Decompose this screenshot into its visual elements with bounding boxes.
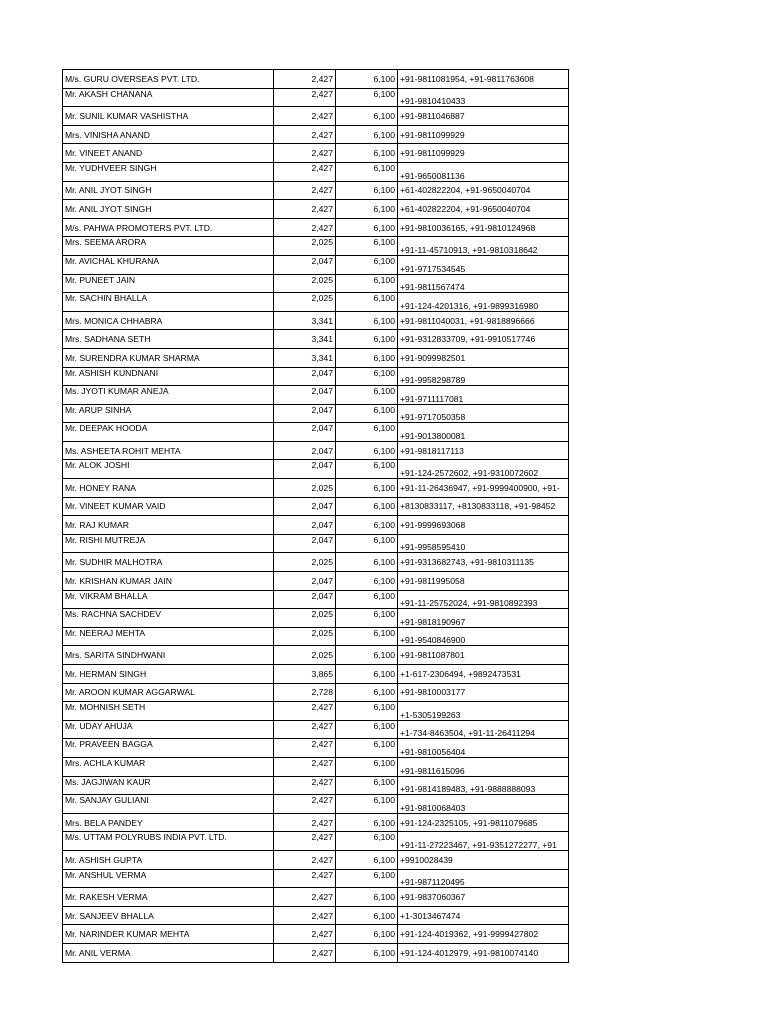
phone-cell: +91-124-2325105, +91-9811079685: [398, 813, 569, 832]
allottee-name-cell: Ms. ASHEETA ROHIT MEHTA: [63, 441, 274, 460]
allottee-name-cell: Mr. ASHISH GUPTA: [63, 850, 274, 869]
rate-cell: 6,100: [336, 776, 398, 795]
table-row: [63, 795, 569, 814]
allottee-name-cell: Mr. KRISHAN KUMAR JAIN: [63, 572, 274, 591]
table-row: [63, 311, 569, 330]
allottee-name-cell: M/s. GURU OVERSEAS PVT. LTD.: [63, 70, 274, 89]
allottee-name-cell: Mr. ARUP SINHA: [63, 404, 274, 423]
allottee-name-cell: Ms. JAGJIWAN KAUR: [63, 776, 274, 795]
area-cell: 2,427: [274, 832, 336, 851]
rate-cell: 6,100: [336, 70, 398, 89]
allottee-name-cell: Mr. DEEPAK HOODA: [63, 423, 274, 442]
allottee-name-cell: Mr. HONEY RANA: [63, 479, 274, 498]
rate-cell: 6,100: [336, 534, 398, 553]
rate-cell: 6,100: [336, 516, 398, 535]
area-cell: 2,427: [274, 795, 336, 814]
rate-cell: 6,100: [336, 497, 398, 516]
table-row: [63, 386, 569, 405]
allottee-name-cell: Mr. MOHNISH SETH: [63, 702, 274, 721]
rate-cell: 6,100: [336, 367, 398, 386]
area-cell: 2,427: [274, 144, 336, 163]
area-cell: 2,025: [274, 627, 336, 646]
area-cell: 2,047: [274, 572, 336, 591]
phone-cell: +91-9814189483, +91-9888888093: [398, 776, 569, 795]
area-cell: 2,025: [274, 293, 336, 312]
rate-cell: 6,100: [336, 702, 398, 721]
phone-cell: +91-9818117113: [398, 441, 569, 460]
area-cell: 2,427: [274, 943, 336, 962]
table-row: [63, 813, 569, 832]
area-cell: 2,427: [274, 70, 336, 89]
table-row: [63, 776, 569, 795]
allottee-name-cell: Mr. ASHISH KUNDNANI: [63, 367, 274, 386]
table-row: [63, 88, 569, 107]
phone-cell: +91-124-4019362, +91-9999427802: [398, 925, 569, 944]
table-row: [63, 888, 569, 907]
rate-cell: 6,100: [336, 144, 398, 163]
phone-cell: +91-124-2572602, +91-9310072602: [398, 460, 569, 479]
phone-cell: +91-9811081954, +91-9811763608: [398, 70, 569, 89]
table-row: [63, 200, 569, 219]
rate-cell: 6,100: [336, 832, 398, 851]
allottee-name-cell: Ms. RACHNA SACHDEV: [63, 609, 274, 628]
area-cell: 2,427: [274, 720, 336, 739]
phone-cell: +91-9313682743, +91-9810311135: [398, 553, 569, 572]
phone-cell: +91-9811099929: [398, 125, 569, 144]
rate-cell: 6,100: [336, 107, 398, 126]
rate-cell: 6,100: [336, 423, 398, 442]
phone-cell: +61-402822204, +91-9650040704: [398, 181, 569, 200]
phone-cell: +91-9958298789: [398, 367, 569, 386]
phone-cell: +91-9099982501: [398, 348, 569, 367]
area-cell: 2,025: [274, 237, 336, 256]
table-row: [63, 330, 569, 349]
table-row: [63, 479, 569, 498]
allottee-name-cell: Mr. AVICHAL KHURANA: [63, 255, 274, 274]
table-row: [63, 534, 569, 553]
table-row: [63, 107, 569, 126]
table-row: [63, 255, 569, 274]
rate-cell: 6,100: [336, 683, 398, 702]
area-cell: 2,025: [274, 274, 336, 293]
phone-cell: +91-9811087801: [398, 646, 569, 665]
allottee-name-cell: Mr. PUNEET JAIN: [63, 274, 274, 293]
rate-cell: 6,100: [336, 850, 398, 869]
allottee-name-cell: Mr. SANJAY GULIANI: [63, 795, 274, 814]
phone-cell: +91-9810003177: [398, 683, 569, 702]
area-cell: 2,427: [274, 869, 336, 888]
table-row: [63, 441, 569, 460]
phone-cell: +1-617-2306494, +9892473531: [398, 665, 569, 684]
area-cell: 2,728: [274, 683, 336, 702]
table-row: [63, 404, 569, 423]
phone-cell: +1-734-8463504, +91-11-26411294: [398, 720, 569, 739]
table-row: [63, 609, 569, 628]
rate-cell: 6,100: [336, 925, 398, 944]
rate-cell: 6,100: [336, 813, 398, 832]
rate-cell: 6,100: [336, 311, 398, 330]
phone-cell: +91-124-4012979, +91-9810074140: [398, 943, 569, 962]
area-cell: 2,047: [274, 516, 336, 535]
phone-cell: +61-402822204, +91-9650040704: [398, 200, 569, 219]
rate-cell: 6,100: [336, 906, 398, 925]
allottee-name-cell: Mr. VINEET ANAND: [63, 144, 274, 163]
phone-cell: +91-9811567474: [398, 274, 569, 293]
table-row: [63, 218, 569, 237]
area-cell: 3,341: [274, 348, 336, 367]
allottee-name-cell: Mrs. SEEMA ARORA: [63, 237, 274, 256]
rate-cell: 6,100: [336, 404, 398, 423]
allottee-name-cell: M/s. PAHWA PROMOTERS PVT. LTD.: [63, 218, 274, 237]
area-cell: 2,047: [274, 534, 336, 553]
area-cell: 2,427: [274, 200, 336, 219]
table-row: [63, 125, 569, 144]
rate-cell: 6,100: [336, 255, 398, 274]
table-row: [63, 739, 569, 758]
rate-cell: 6,100: [336, 720, 398, 739]
table-row: [63, 293, 569, 312]
table-row: [63, 460, 569, 479]
area-cell: 2,025: [274, 553, 336, 572]
rate-cell: 6,100: [336, 386, 398, 405]
table-row: [63, 627, 569, 646]
allottee-name-cell: Mr. ANIL JYOT SINGH: [63, 181, 274, 200]
allottee-name-cell: Mr. SURENDRA KUMAR SHARMA: [63, 348, 274, 367]
allottee-name-cell: Mr. SUNIL KUMAR VASHISTHA: [63, 107, 274, 126]
phone-cell: +91-9811046887: [398, 107, 569, 126]
table-row: [63, 553, 569, 572]
rate-cell: 6,100: [336, 162, 398, 181]
area-cell: 2,427: [274, 925, 336, 944]
phone-cell: +91-9810036165, +91-9810124968: [398, 218, 569, 237]
allottee-name-cell: Mr. ANIL VERMA: [63, 943, 274, 962]
table-row: [63, 181, 569, 200]
rate-cell: 6,100: [336, 888, 398, 907]
table-row: [63, 646, 569, 665]
rate-cell: 6,100: [336, 125, 398, 144]
phone-cell: +91-9717534545: [398, 255, 569, 274]
table-row: [63, 572, 569, 591]
area-cell: 2,047: [274, 386, 336, 405]
phone-cell: +91-9837060367: [398, 888, 569, 907]
rate-cell: 6,100: [336, 330, 398, 349]
rate-cell: 6,100: [336, 665, 398, 684]
rate-cell: 6,100: [336, 441, 398, 460]
allottee-name-cell: Mr. UDAY AHUJA: [63, 720, 274, 739]
table-row: [63, 162, 569, 181]
phone-cell: +9910028439: [398, 850, 569, 869]
rate-cell: 6,100: [336, 218, 398, 237]
area-cell: 2,047: [274, 423, 336, 442]
allottee-table: [62, 69, 569, 963]
area-cell: 2,427: [274, 125, 336, 144]
area-cell: 2,427: [274, 813, 336, 832]
area-cell: 3,341: [274, 311, 336, 330]
area-cell: 2,427: [274, 702, 336, 721]
allottee-name-cell: Mrs. SADHANA SETH: [63, 330, 274, 349]
rate-cell: 6,100: [336, 943, 398, 962]
phone-cell: +91-9818190967: [398, 609, 569, 628]
area-cell: 2,427: [274, 850, 336, 869]
table-row: [63, 423, 569, 442]
allottee-name-cell: Ms. JYOTI KUMAR ANEJA: [63, 386, 274, 405]
area-cell: 2,427: [274, 181, 336, 200]
phone-cell: +91-9810410433: [398, 88, 569, 107]
phone-cell: +8130833117, +8130833118, +91-98452: [398, 497, 569, 516]
allottee-name-cell: Mrs. SARITA SINDHWANI: [63, 646, 274, 665]
area-cell: 2,427: [274, 739, 336, 758]
rate-cell: 6,100: [336, 274, 398, 293]
allottee-name-cell: Mrs. ACHLA KUMAR: [63, 757, 274, 776]
phone-cell: +91-9811995058: [398, 572, 569, 591]
allottee-name-cell: Mr. VIKRAM BHALLA: [63, 590, 274, 609]
allottee-table-body: [63, 70, 569, 963]
rate-cell: 6,100: [336, 293, 398, 312]
phone-cell: +91-9013800081: [398, 423, 569, 442]
allottee-name-cell: Mr. RISHI MUTREJA: [63, 534, 274, 553]
allottee-name-cell: Mr. AKASH CHANANA: [63, 88, 274, 107]
area-cell: 2,025: [274, 479, 336, 498]
phone-cell: +91-11-45710913, +91-9810318642: [398, 237, 569, 256]
phone-cell: +91-9650081136: [398, 162, 569, 181]
rate-cell: 6,100: [336, 757, 398, 776]
rate-cell: 6,100: [336, 200, 398, 219]
rate-cell: 6,100: [336, 572, 398, 591]
allottee-name-cell: Mr. PRAVEEN BAGGA: [63, 739, 274, 758]
rate-cell: 6,100: [336, 609, 398, 628]
table-row: [63, 665, 569, 684]
allottee-name-cell: Mr. NEERAJ MEHTA: [63, 627, 274, 646]
area-cell: 2,427: [274, 888, 336, 907]
table-row: [63, 720, 569, 739]
allottee-name-cell: Mr. ALOK JOSHI: [63, 460, 274, 479]
allottee-name-cell: Mr. AROON KUMAR AGGARWAL: [63, 683, 274, 702]
phone-cell: +1-3013467474: [398, 906, 569, 925]
phone-cell: +1-5305199263: [398, 702, 569, 721]
table-row: [63, 683, 569, 702]
table-row: [63, 144, 569, 163]
table-row: [63, 757, 569, 776]
allottee-name-cell: Mrs. VINISHA ANAND: [63, 125, 274, 144]
area-cell: 2,427: [274, 88, 336, 107]
table-row: [63, 906, 569, 925]
allottee-name-cell: Mr. HERMAN SINGH: [63, 665, 274, 684]
rate-cell: 6,100: [336, 553, 398, 572]
allottee-name-cell: Mr. VINEET KUMAR VAID: [63, 497, 274, 516]
area-cell: 2,047: [274, 441, 336, 460]
rate-cell: 6,100: [336, 460, 398, 479]
allottee-name-cell: Mr. ANSHUL VERMA: [63, 869, 274, 888]
area-cell: 2,047: [274, 497, 336, 516]
phone-cell: +91-9811040031, +91-9818896666: [398, 311, 569, 330]
rate-cell: 6,100: [336, 869, 398, 888]
allottee-name-cell: M/s. UTTAM POLYRUBS INDIA PVT. LTD.: [63, 832, 274, 851]
phone-cell: +91-9811615096: [398, 757, 569, 776]
table-row: [63, 348, 569, 367]
table-row: [63, 237, 569, 256]
area-cell: 2,025: [274, 609, 336, 628]
allottee-name-cell: Mr. SUDHIR MALHOTRA: [63, 553, 274, 572]
area-cell: 2,047: [274, 404, 336, 423]
phone-cell: +91-9717050358: [398, 404, 569, 423]
rate-cell: 6,100: [336, 348, 398, 367]
area-cell: 3,865: [274, 665, 336, 684]
table-row: [63, 702, 569, 721]
allottee-name-cell: Mrs. BELA PANDEY: [63, 813, 274, 832]
rate-cell: 6,100: [336, 88, 398, 107]
rate-cell: 6,100: [336, 479, 398, 498]
area-cell: 3,341: [274, 330, 336, 349]
phone-cell: +91-9999693068: [398, 516, 569, 535]
area-cell: 2,427: [274, 218, 336, 237]
area-cell: 2,047: [274, 590, 336, 609]
table-row: [63, 943, 569, 962]
phone-cell: +91-9958595410: [398, 534, 569, 553]
table-row: [63, 367, 569, 386]
phone-cell: +91-9871120495: [398, 869, 569, 888]
area-cell: 2,047: [274, 460, 336, 479]
allottee-name-cell: Mr. YUDHVEER SINGH: [63, 162, 274, 181]
table-row: [63, 869, 569, 888]
phone-cell: +91-11-27223467, +91-9351272277, +91: [398, 832, 569, 851]
rate-cell: 6,100: [336, 627, 398, 646]
area-cell: 2,047: [274, 367, 336, 386]
table-row: [63, 274, 569, 293]
area-cell: 2,427: [274, 107, 336, 126]
allottee-name-cell: Mr. RAJ KUMAR: [63, 516, 274, 535]
phone-cell: +91-9312833709, +91-9910517746: [398, 330, 569, 349]
area-cell: 2,427: [274, 757, 336, 776]
area-cell: 2,047: [274, 255, 336, 274]
phone-cell: +91-9540846900: [398, 627, 569, 646]
allottee-sheet: [62, 69, 564, 963]
table-row: [63, 516, 569, 535]
allottee-name-cell: Mr. RAKESH VERMA: [63, 888, 274, 907]
phone-cell: +91-9811099929: [398, 144, 569, 163]
table-row: [63, 925, 569, 944]
table-row: [63, 497, 569, 516]
allottee-name-cell: Mrs. MONICA CHHABRA: [63, 311, 274, 330]
allottee-name-cell: Mr. SANJEEV BHALLA: [63, 906, 274, 925]
phone-cell: +91-11-26436947, +91-9999400900, +91-: [398, 479, 569, 498]
table-row: [63, 70, 569, 89]
area-cell: 2,427: [274, 162, 336, 181]
phone-cell: +91-9711117081: [398, 386, 569, 405]
rate-cell: 6,100: [336, 590, 398, 609]
rate-cell: 6,100: [336, 237, 398, 256]
rate-cell: 6,100: [336, 795, 398, 814]
phone-cell: +91-9810056404: [398, 739, 569, 758]
allottee-name-cell: Mr. SACHIN BHALLA: [63, 293, 274, 312]
area-cell: 2,427: [274, 906, 336, 925]
allottee-name-cell: Mr. ANIL JYOT SINGH: [63, 200, 274, 219]
phone-cell: +91-9810068403: [398, 795, 569, 814]
phone-cell: +91-124-4201316, +91-9899316980: [398, 293, 569, 312]
rate-cell: 6,100: [336, 739, 398, 758]
area-cell: 2,025: [274, 646, 336, 665]
area-cell: 2,427: [274, 776, 336, 795]
rate-cell: 6,100: [336, 646, 398, 665]
phone-cell: +91-11-25752024, +91-9810892393: [398, 590, 569, 609]
allottee-name-cell: Mr. NARINDER KUMAR MEHTA: [63, 925, 274, 944]
table-row: [63, 832, 569, 851]
rate-cell: 6,100: [336, 181, 398, 200]
table-row: [63, 590, 569, 609]
table-row: [63, 850, 569, 869]
